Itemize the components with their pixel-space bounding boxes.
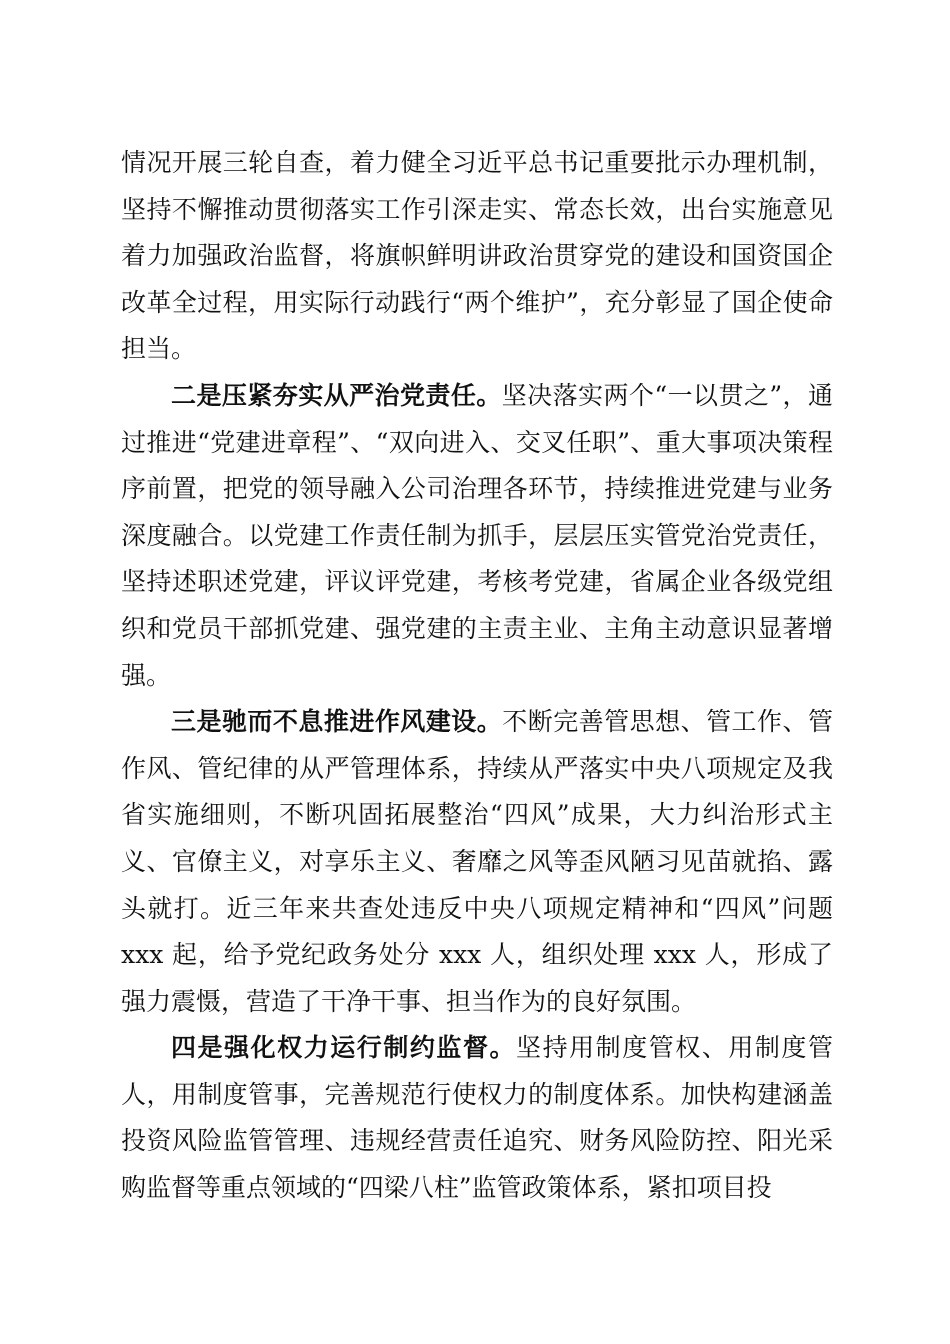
paragraph-text: 不断完善管思想、管工作、管作风、管纪律的从严管理体系，持续从严落实中央八项规定及我省实施细则，不断巩固拓展整治“四风”成果，大力纠治形式主义、官僚主义，对享乐主义、奢靡之风等歪风陋习见苗就掐、露头就打。近三年来共查处违反中央八项规定精神和“四风”问题 xxx 起，给予党纪政务处分 xxx 人，组织处理 xxx 人，形成了强力震慑，营造了干净干事、担当作为的良好氛围。 bbox=[121, 707, 833, 1016]
paragraph-text: 情况开展三轮自查，着力健全习近平总书记重要批示办理机制，坚持不懈推动贯彻落实工作引深走实、常态长效，出台实施意见着力加强政治监督，将旗帜鲜明讲政治贯穿党的建设和国资国企改革全过程，用实际行动践行“两个维护”，充分彰显了国企使命担当。 bbox=[121, 148, 833, 364]
paragraph-text: 坚持用制度管权、用制度管人，用制度管事，完善规范行使权力的制度体系。加快构建涵盖投资风险监管管理、违规经营责任追究、财务风险防控、阳光采购监督等重点领域的“四梁八柱”监管政策体系，紧扣项目投 bbox=[121, 1033, 833, 1203]
paragraph-party-responsibility bbox=[121, 373, 833, 699]
document-body bbox=[121, 140, 833, 1212]
paragraph-continued bbox=[121, 140, 833, 373]
paragraph-power-supervision bbox=[121, 1025, 833, 1211]
paragraph-work-style bbox=[121, 699, 833, 1025]
paragraph-lead: 二是压紧夯实从严治党责任。 bbox=[171, 380, 502, 410]
paragraph-text: 坚决落实两个“一以贯之”，通过推进“党建进章程”、“双向进入、交叉任职”、重大事项决策程序前置，把党的领导融入公司治理各环节，持续推进党建与业务深度融合。以党建工作责任制为抓手，层层压实管党治党责任，坚持述职述党建，评议评党建，考核考党建，省属企业各级党组织和党员干部抓党建、强党建的主责主业、主角主动意识显著增强。 bbox=[121, 380, 833, 690]
paragraph-lead: 三是驰而不息推进作风建设。 bbox=[171, 707, 503, 737]
paragraph-lead: 四是强化权力运行制约监督。 bbox=[171, 1033, 517, 1063]
